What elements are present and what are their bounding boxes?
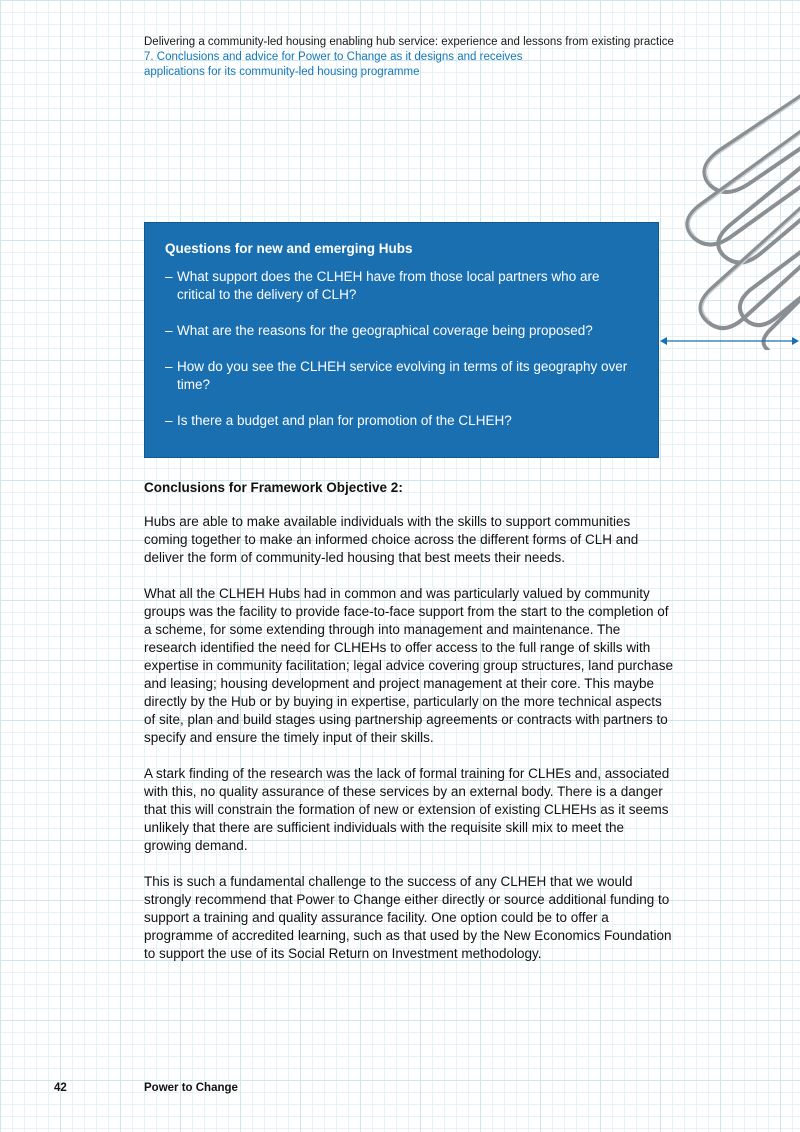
page-number: 42: [54, 1082, 67, 1094]
conclusions-heading: Conclusions for Framework Objective 2:: [144, 480, 403, 495]
paperclips-decoration: [660, 50, 800, 350]
footer-brand: Power to Change: [144, 1082, 238, 1094]
callout-title: Questions for new and emerging Hubs: [165, 241, 413, 256]
paragraph: What all the CLHEH Hubs had in common and was particularly valued by community groups was the facility to provide face-to-face support from the start to the completion of a scheme, for some extending through into management and maintenance. The research identified the need for CLHEHs to offer access to the full range of skills with expertise in community facilitation; legal advice covering group structures, land purchase and leasing; housing development and project management at their core. This maybe directly by the Hub or by buying in expertise, particularly on the more technical aspects of site, plan and build stages using partnership agreements or contracts with partners to specify and ensure the timely input of their skills.: [144, 586, 674, 745]
section-title-line-2: applications for its community-led housing programme: [144, 66, 420, 78]
paragraph: Hubs are able to make available individuals with the skills to support communities coming together to make an informed choice across the different forms of CLH and deliver the form of community-led housing that best meets their needs.: [144, 514, 639, 565]
dash-bullet: –: [165, 359, 173, 374]
double-arrow-connector: [659, 334, 800, 348]
question-text: What support does the CLHEH have from those local partners who are critical to the delivery of CLH?: [177, 269, 600, 302]
question-text: What are the reasons for the geographical coverage being proposed?: [177, 323, 593, 338]
questions-callout-box: [144, 222, 659, 458]
dash-bullet: –: [165, 413, 173, 428]
dash-bullet: –: [165, 323, 173, 338]
paragraph: A stark finding of the research was the lack of formal training for CLHEs and, associated with this, no quality assurance of these services by an external body. There is a danger that this will constrain the formation of new or extension of existing CLHEHs as it seems unlikely that there are sufficient individuals with the requisite skill mix to meet the growing demand.: [144, 766, 670, 853]
question-text: Is there a budget and plan for promotion of the CLHEH?: [177, 413, 512, 428]
list-item: [165, 322, 638, 340]
section-title-line-1: 7. Conclusions and advice for Power to Change as it designs and receives: [144, 51, 523, 63]
page-header: [144, 35, 744, 80]
question-text: How do you see the CLHEH service evolving in terms of its geography over time?: [177, 359, 628, 392]
questions-list: [165, 268, 638, 430]
main-content: [144, 480, 674, 981]
dash-bullet: –: [165, 269, 173, 284]
paragraph: This is such a fundamental challenge to the success of any CLHEH that we would strongly recommend that Power to Change either directly or source additional funding to support a training and quality assurance facility. One option could be to offer a programme of accredited learning, such as that used by the New Economics Foundation to support the use of its Social Return on Investment methodology.: [144, 874, 672, 961]
list-item: [165, 268, 638, 304]
list-item: [165, 358, 638, 394]
list-item: [165, 412, 638, 430]
document-title: Delivering a community-led housing enabling hub service: experience and lessons from existing practice: [144, 36, 674, 48]
